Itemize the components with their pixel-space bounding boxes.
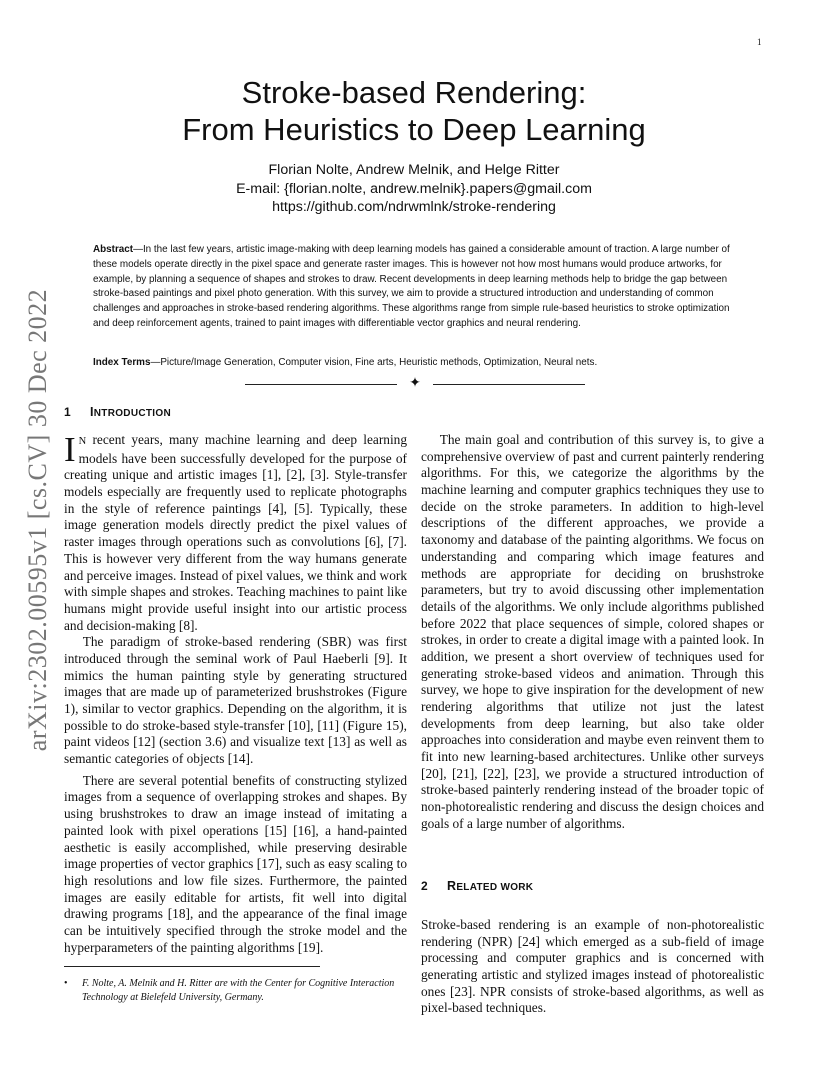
abstract	[93, 243, 739, 332]
index-terms-text: —Picture/Image Generation, Computer vision, Fine arts, Heuristic methods, Optimization, Neural nets.	[150, 357, 598, 368]
small-caps-lead: N	[78, 436, 87, 447]
arxiv-stamp-text: arXiv:2302.00595v1 [cs.CV] 30 Dec 2022	[23, 288, 52, 752]
divider-star-icon: ✦	[409, 376, 421, 391]
divider-line-left	[245, 384, 397, 385]
section-title-initial: R	[447, 879, 457, 893]
footnote-text: F. Nolte, A. Melnik and H. Ritter are with the Center for Cognitive Interaction Technology at Bielefeld University, Germany.	[82, 978, 395, 1003]
paper-title	[0, 74, 828, 148]
index-terms	[93, 356, 739, 371]
divider-line-right	[433, 384, 585, 385]
index-terms-label: Index Terms	[93, 357, 151, 368]
left-column	[64, 432, 407, 956]
related-paragraph-1: Stroke-based rendering is an example of non-photorealistic rendering (NPR) [24] which emerged as a sub-field of image processing and computer graphics and is concerned with generating artistic and stylized images instead of photorealistic ones [23]. NPR consists of stroke-based algorithms, as well as pixel-based techniques.	[421, 917, 764, 1016]
author-names: Florian Nolte, Andrew Melnik, and Helge Ritter	[268, 162, 560, 178]
repo-link[interactable]: https://github.com/ndrwmlnk/stroke-rendering	[272, 199, 556, 215]
right-column	[421, 432, 764, 833]
arxiv-stamp	[8, 280, 68, 760]
abstract-text: —In the last few years, artistic image-making with deep learning models has gained a considerable amount of traction. A large number of these models operate directly in the pixel space and generate raster images. This is however not how most humans would produce artworks, for example, by planning a sequence of shapes and strokes to draw. Recent developments in deep learning methods help to bridge the gap between stroke-based paintings and pixel photo generation. With this survey, we aim to provide a structured introduction and understanding of common challenges and approaches in stroke-based rendering algorithms. These algorithms range from simple rule-based heuristics to stroke optimization and deep reinforcement agents, trained to paint images with differentiable vector graphics and neural rendering.	[93, 244, 730, 329]
intro-paragraph-1	[64, 432, 407, 634]
footnote-rule	[64, 966, 320, 967]
section-title-rest: NTRODUCTION	[93, 408, 171, 419]
footnote-bullet-icon: •	[64, 978, 68, 989]
section-heading-introduction	[64, 405, 171, 419]
intro-paragraph-2: The paradigm of stroke-based rendering (SBR) was first introduced through the seminal work of Paul Haeberli [9]. It mimics the human painting style by generating structured images that are made up of parameterized brushstrokes (Figure 1), similar to vector graphics. Depending on the algorithm, it is possible to do stroke-based style-transfer [10], [11] (Figure 15), paint videos [12] (section 3.6) and visualize text [13] as well as semantic categories of objects [14].	[64, 634, 407, 767]
section-number: 2	[421, 879, 428, 893]
drop-cap: I	[64, 430, 76, 469]
title-line-1: Stroke-based Rendering:	[241, 75, 587, 110]
related-work-body	[421, 917, 764, 1017]
section-number: 1	[64, 405, 71, 419]
author-email: E-mail: {florian.nolte, andrew.melnik}.papers@gmail.com	[236, 180, 592, 197]
section-title-rest: ELATED WORK	[456, 882, 534, 893]
intro-paragraph-3: There are several potential benefits of constructing stylized images from a sequence of overlapping strokes and shapes. By using brushstrokes to draw an image instead of imitating a painted look with pixel operations [15] [16], a hand-painted aesthetic is easily accomplished, while preserving desirable image properties of vector graphics [17], such as easy scaling to high resolutions and low file sizes. Furthermore, the painted images are easily editable for artists, fit well into digital drawing programs [18], and the appearance of the final image can be intuitively specified through the stroke model and the hyperparameters of the painting algorithms [19].	[64, 772, 407, 955]
section-divider	[245, 376, 585, 392]
section-heading-related-work	[421, 879, 533, 893]
footnote	[64, 977, 409, 1004]
intro-paragraph-1-text: recent years, many machine learning and deep learning models have been successfully developed for the purpose of creating unique and artistic images [1], [2], [3]. Style-transfer models especially are frequently used to replicate photographs in the style of reference paintings [4], [5]. Typically, these image generation models directly predict the pixel values of raster images through operations such as convolutions [6], [7]. This is however very different from the way humans generate and perceive images. Instead of pixel values, we think and work with simple shapes and strokes. Teaching machines to paint like humans might provide useful insight into our artistic process and decision-making [8].	[64, 432, 407, 633]
section-title-initial: I	[90, 405, 94, 419]
page-number: 1	[757, 37, 762, 47]
author-block	[0, 161, 828, 217]
abstract-label: Abstract	[93, 244, 134, 255]
title-line-2: From Heuristics to Deep Learning	[182, 112, 646, 147]
intro-paragraph-4: The main goal and contribution of this survey is, to give a comprehensive overview of past and current painterly rendering algorithms. For this, we categorize the algorithms by the machine learning and computer graphics techniques they use to decide on the stroke parameters. In addition to high-level descriptions of the different approaches, we provide a taxonomy and database of the painting algorithms. We focus on understanding and comparing which image features and methods are appropriate for deciding on brushstroke parameters, but try to avoid discussing other implementation details of the algorithms. We only include algorithms published before 2022 that place sequences of simple, colored shapes or strokes, in order to create a digital image with a painted look. In addition, we present a short overview of techniques used for generating stroke-based videos and animation. Through this survey, we hope to give inspiration for the development of new rendering algorithms that utilize not just the latest developments from deep learning, but also take older approaches into consideration and maybe even reinvent them to fit into new learning-based architectures. Unlike other surveys [20], [21], [22], [23], we provide a structured introduction of stroke-based painterly rendering instead of the broader topic of non-photorealistic rendering and discuss the design choices and goals of a large number of algorithms.	[421, 432, 764, 831]
